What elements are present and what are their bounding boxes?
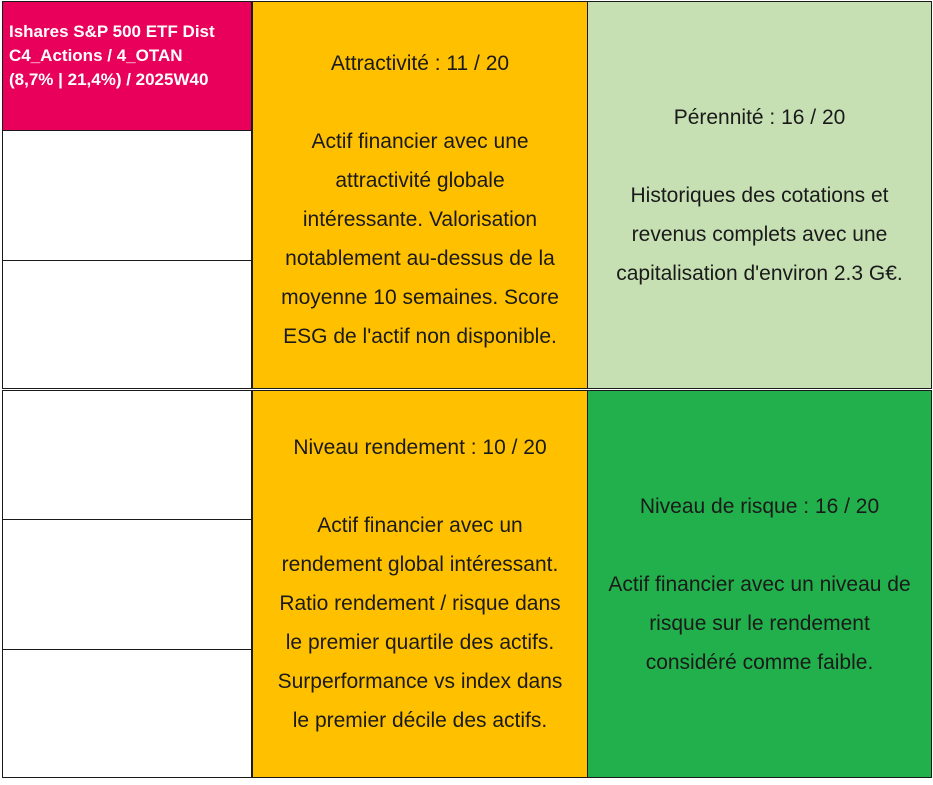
perennite-score: Pérennité : 16 / 20 bbox=[673, 105, 846, 129]
asset-title-cell bbox=[2, 1, 252, 131]
attractivite-line-3: intéressante. Valorisation bbox=[302, 208, 538, 231]
blank-cell-5 bbox=[2, 649, 252, 778]
risque-line-2: risque sur le rendement bbox=[649, 611, 870, 635]
rendement-line-3: Ratio rendement / risque dans bbox=[279, 592, 561, 615]
asset-stats: (8,7% | 21,4%) / 2025W40 bbox=[9, 70, 209, 89]
perennite-panel bbox=[587, 1, 932, 389]
rendement-line-1: Actif financier avec un bbox=[317, 514, 523, 537]
attractivite-line-4: notablement au-dessus de la bbox=[285, 247, 555, 270]
blank-cell-3 bbox=[2, 390, 252, 520]
blank-cell-2 bbox=[2, 260, 252, 389]
rendement-panel bbox=[252, 390, 588, 778]
risque-score: Niveau de risque : 16 / 20 bbox=[639, 494, 880, 518]
attractivite-line-6: ESG de l'actif non disponible. bbox=[283, 325, 557, 348]
risque-panel bbox=[587, 390, 932, 778]
rendement-line-2: rendement global intéressant. bbox=[281, 553, 559, 576]
attractivite-panel bbox=[252, 1, 588, 389]
rendement-line-6: le premier décile des actifs. bbox=[292, 709, 548, 732]
blank-cell-4 bbox=[2, 519, 252, 650]
perennite-line-1: Historiques des cotations et bbox=[630, 183, 889, 207]
attractivite-score: Attractivité : 11 / 20 bbox=[330, 52, 510, 75]
risque-line-1: Actif financier avec un niveau de bbox=[608, 572, 911, 596]
perennite-line-2: revenus complets avec une bbox=[631, 222, 888, 246]
attractivite-line-5: moyenne 10 semaines. Score bbox=[281, 286, 559, 309]
rendement-line-4: le premier quartile des actifs. bbox=[285, 631, 555, 654]
attractivite-line-1: Actif financier avec une bbox=[311, 130, 529, 153]
risque-line-3: considéré comme faible. bbox=[645, 650, 874, 674]
perennite-line-3: capitalisation d'environ 2.3 G€. bbox=[616, 261, 903, 285]
attractivite-line-2: attractivité globale bbox=[335, 169, 505, 192]
asset-name: Ishares S&P 500 ETF Dist bbox=[9, 22, 215, 41]
rendement-line-5: Surperformance vs index dans bbox=[277, 670, 563, 693]
blank-cell-1 bbox=[2, 130, 252, 261]
asset-category: C4_Actions / 4_OTAN bbox=[9, 46, 183, 65]
rendement-score: Niveau rendement : 10 / 20 bbox=[293, 436, 547, 459]
